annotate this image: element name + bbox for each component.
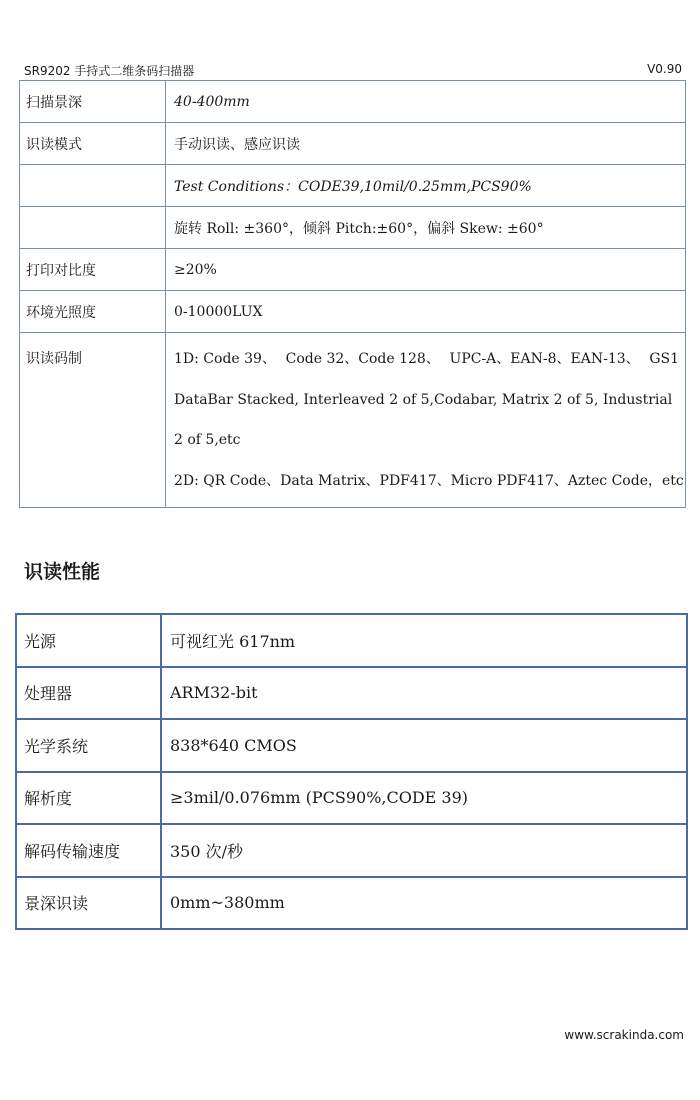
table-row [20, 291, 686, 333]
spec-value: 350 次/秒 [161, 824, 687, 877]
spec-key: 扫描景深 [20, 81, 166, 123]
document-header [24, 62, 684, 79]
spec-key: 打印对比度 [20, 249, 166, 291]
spec-key [20, 207, 166, 249]
code-part: GS1 [649, 351, 679, 367]
spec-key [20, 165, 166, 207]
table-row [20, 207, 686, 249]
table-row [20, 249, 686, 291]
codes-line-2: DataBar Stacked, Interleaved 2 of 5,Codabar, Matrix 2 of 5, Industrial [174, 391, 673, 408]
table-row [16, 772, 687, 825]
spec-value-codes [166, 333, 686, 508]
version-label: V0.90 [647, 62, 682, 76]
document-title: SR9202 手持式二维条码扫描器 [24, 64, 195, 78]
codes-line-2d: 2D: QR Code、Data Matrix、PDF417、Micro PDF417、Aztec Code，etc [174, 472, 684, 489]
spec-value: ≥3mil/0.076mm (PCS90%,CODE 39) [161, 772, 687, 825]
spec-value: 0-10000LUX [166, 291, 686, 333]
code-part: UPC-A、EAN-8、EAN-13、 [449, 351, 640, 367]
spec-key: 识读模式 [20, 123, 166, 165]
codes-line-1d [174, 339, 685, 380]
table-row [16, 719, 687, 772]
spec-value: 40-400mm [166, 81, 686, 123]
section-title: 识读性能 [24, 561, 101, 583]
code-part: 1D: Code 39、 [174, 351, 276, 367]
spec-value: 可视红光 617nm [161, 614, 687, 667]
spec-key: 解码传输速度 [16, 824, 161, 877]
table-row [16, 667, 687, 720]
spec-value: 手动识读、感应识读 [166, 123, 686, 165]
spec-key: 处理器 [16, 667, 161, 720]
spec-key: 光源 [16, 614, 161, 667]
table-row [16, 824, 687, 877]
spec-value: 旋转 Roll: ±360°，倾斜 Pitch:±60°，偏斜 Skew: ±60° [166, 207, 686, 249]
table-row [16, 614, 687, 667]
table-row [20, 165, 686, 207]
spec-value: ARM32-bit [161, 667, 687, 720]
table-row-codes [20, 333, 686, 508]
table-row [20, 81, 686, 123]
spec-key: 环境光照度 [20, 291, 166, 333]
codes-key-label: 识读码制 [26, 351, 82, 367]
spec-table-performance [15, 613, 688, 930]
spec-value: ≥20% [166, 249, 686, 291]
code-part: Code 32、Code 128、 [285, 351, 440, 367]
codes-line-3: 2 of 5,etc [174, 432, 241, 448]
spec-value: 0mm~380mm [161, 877, 687, 930]
table-row [16, 877, 687, 930]
spec-key: 景深识读 [16, 877, 161, 930]
spec-key: 解析度 [16, 772, 161, 825]
table-row [20, 123, 686, 165]
spec-table-scanning [19, 80, 686, 508]
spec-value: 838*640 CMOS [161, 719, 687, 772]
spec-key [20, 333, 166, 508]
footer-website: www.scrakinda.com [564, 1028, 684, 1042]
spec-value: Test Conditions：CODE39,10mil/0.25mm,PCS90% [166, 165, 686, 207]
spec-key: 光学系统 [16, 719, 161, 772]
